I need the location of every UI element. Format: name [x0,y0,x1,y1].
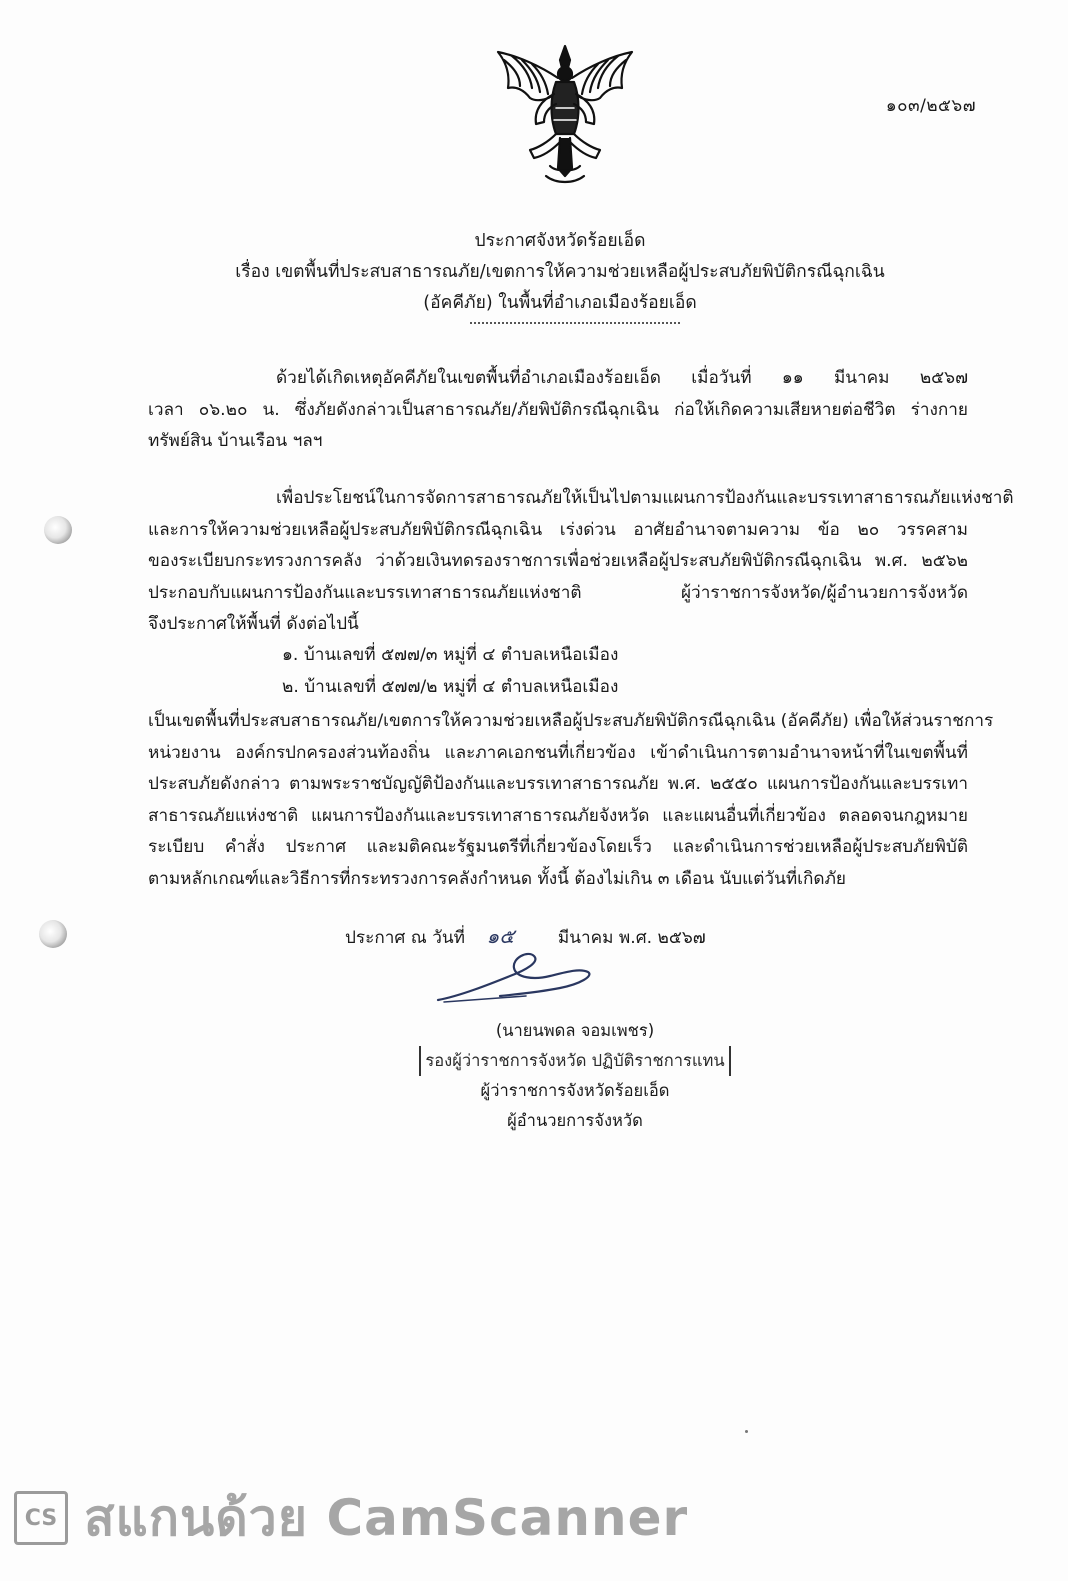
garuda-emblem-icon [490,38,640,188]
handwritten-signature [430,950,600,1010]
paragraph-line: ประสบภัยดังกล่าว ตามพระราชบัญญัติป้องกันและบรรเทาสาธารณภัย พ.ศ. ๒๕๕๐ แผนการป้องกันและบรรเทา [148,774,968,794]
paragraph-line: หน่วยงาน องค์กรปกครองส่วนท้องถิ่น และภาคเอกชนที่เกี่ยวข้อง เข้าดำเนินการตามอำนาจหน้าที่ในเขตพื้นที่ [148,742,968,763]
document-number: ๑๐๓/๒๕๖๗ [885,96,976,116]
watermark-text: สแกนด้วย CamScanner [84,1488,689,1547]
list-item: ๒. บ้านเลขที่ ๕๗๗/๒ หมู่ที่ ๔ ตำบลเหนือเมือง [282,677,619,697]
signature-block [380,1016,770,1136]
announce-month-year: มีนาคม พ.ศ. ๒๕๖๗ [557,928,706,948]
punch-hole-icon [39,920,67,948]
paragraph-line: ทรัพย์สิน บ้านเรือน ฯลฯ [148,431,323,451]
subject-line-2: (อัคคีภัย) ในพื้นที่อำเภอเมืองร้อยเอ็ด [423,293,697,313]
announcement-heading: ประกาศจังหวัดร้อยเอ็ด [474,231,646,251]
punch-hole-icon [44,516,72,544]
paragraph-line: และการให้ความช่วยเหลือผู้ประสบภัยพิบัติกรณีฉุกเฉิน เร่งด่วน อาศัยอำนาจตามความ ข้อ ๒๐ วรรคสาม [148,519,968,540]
signer-title-director: ผู้อำนวยการจังหวัด [507,1111,643,1130]
announce-day: ๑๕ [486,924,515,948]
scan-speck [745,1430,748,1433]
paragraph-line: เพื่อประโยชน์ในการจัดการสาธารณภัยให้เป็นไปตามแผนการป้องกันและบรรเทาสาธารณภัยแห่งชาติ [276,488,1014,508]
announcement-title-block [150,226,970,319]
paragraph-line: สาธารณภัยแห่งชาติ แผนการป้องกันและบรรเทาสาธารณภัยจังหวัด และแผนอื่นที่เกี่ยวข้อง ตลอดจนกฎหมาย [148,805,968,826]
camscanner-logo-icon: CS [14,1491,68,1545]
paragraph-line: ด้วยได้เกิดเหตุอัคคีภัยในเขตพื้นที่อำเภอเมืองร้อยเอ็ด เมื่อวันที่ ๑๑ มีนาคม ๒๕๖๗ [276,368,968,388]
paragraph-line: ของระเบียบกระทรวงการคลัง ว่าด้วยเงินทดรองราชการเพื่อช่วยเหลือผู้ประสบภัยพิบัติกรณีฉุกเฉิน พ.ศ. ๒๕๖๒ [148,551,968,571]
title-divider [470,322,680,324]
signer-name: (นายนพดล จอมเพชร) [495,1021,655,1040]
affected-areas-list [282,639,618,703]
list-item: ๑. บ้านเลขที่ ๕๗๗/๓ หมู่ที่ ๔ ตำบลเหนือเมือง [282,645,619,665]
signer-title-governor: ผู้ว่าราชการจังหวัดร้อยเอ็ด [480,1081,670,1100]
announcement-date [345,920,706,952]
paragraph-line: เป็นเขตพื้นที่ประสบสาธารณภัย/เขตการให้ความช่วยเหลือผู้ประสบภัยพิบัติกรณีฉุกเฉิน (อัคคีภัย) เพื่อให้ส่วนราชการ [148,711,994,731]
paragraph-line: จึงประกาศให้พื้นที่ ดังต่อไปนี้ [148,614,359,634]
paragraph-line: ระเบียบ คำสั่ง ประกาศ และมติคณะรัฐมนตรีที่เกี่ยวข้องโดยเร็ว และดำเนินการช่วยเหลือผู้ประสบภัยพิบัติ [148,837,968,857]
subject-line-1: เรื่อง เขตพื้นที่ประสบสาธารณภัย/เขตการให้ความช่วยเหลือผู้ประสบภัยพิบัติกรณีฉุกเฉิน [235,262,885,282]
signer-acting-title: รองผู้ว่าราชการจังหวัด ปฏิบัติราชการแทน [419,1046,730,1076]
paragraph-declaration [148,706,994,895]
paragraph-line: เวลา ๐๖.๒๐ น. ซึ่งภัยดังกล่าวเป็นสาธารณภัย/ภัยพิบัติกรณีฉุกเฉิน ก่อให้เกิดความเสียหายต่อชีวิต ร่างกาย [148,399,968,420]
paragraph-line: ตามหลักเกณฑ์และวิธีการที่กระทรวงการคลังกำหนด ทั้งนี้ ต้องไม่เกิน ๓ เดือน นับแต่วันที่เกิดภัย [148,868,846,889]
paragraph-incident [148,363,968,458]
paragraph-line: ประกอบกับแผนการป้องกันและบรรเทาสาธารณภัยแห่งชาติ ผู้ว่าราชการจังหวัด/ผู้อำนวยการจังหวัด [148,582,968,603]
paragraph-authority [148,483,1014,641]
camscanner-watermark [14,1488,688,1548]
announce-prefix: ประกาศ ณ วันที่ [345,928,465,948]
